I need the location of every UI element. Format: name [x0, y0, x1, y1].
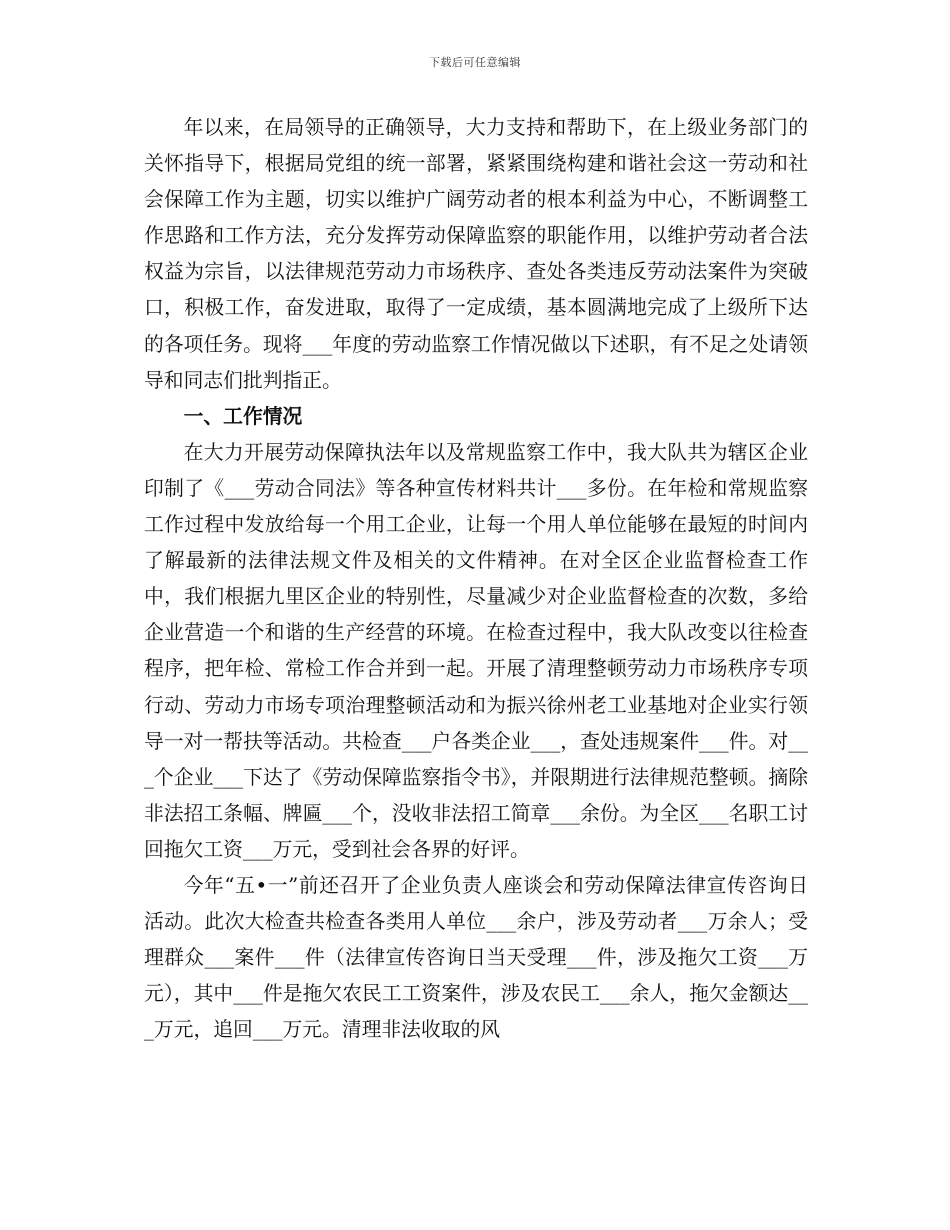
- section-heading-work-status: 一、工作情况: [183, 404, 303, 428]
- paragraph-may-day: 今年“五•一”前还召开了企业负责人座谈会和劳动保障法律宣传咨询日活动。此次大检查共检查各类用人单位___余户，涉及劳动者___万余人；受理群众___案件___件（法律宣传咨询日当天受理___件，涉及拖欠工资___万元），其中___件是拖欠农民工工资案件，涉及农民工___余人，拖欠金额达___万元，追回___万元。清理非法收取的风: [144, 873, 808, 1042]
- page-header: 下载后可任意编辑: [429, 56, 521, 69]
- document-body: [144, 110, 808, 1048]
- paragraph-inspection: 在大力开展劳动保障执法年以及常规监察工作中，我大队共为辖区企业印制了《___劳动合同法》等各种宣传材料共计___多份。在年检和常规监察工作过程中发放给每一个用工企业，让每一个用人单位能够在最短的时间内了解最新的法律法规文件及相关的文件精神。在对全区企业监督检查工作中，我们根据九里区企业的特别性，尽量减少对企业监督检查的次数，多给企业营造一个和谐的生产经营的环境。在检查过程中，我大队改变以往检查程序，把年检、常检工作合并到一起。开展了清理整顿劳动力市场秩序专项行动、劳动力市场专项治理整顿活动和为振兴徐州老工业基地对企业实行领导一对一帮扶等活动。共检查___户各类企业___，查处违规案件___件。对___个企业___下达了《劳动保障监察指令书》，并限期进行法律规范整顿。摘除非法招工条幅、牌匾___个，没收非法招工简章___余份。为全区___名职工讨回拖欠工资___万元，受到社会各界的好评。: [144, 440, 808, 861]
- paragraph-intro: 年以来，在局领导的正确领导，大力支持和帮助下，在上级业务部门的关怀指导下，根据局党组的统一部署，紧紧围绕构建和谐社会这一劳动和社会保障工作为主题，切实以维护广阔劳动者的根本利益为中心，不断调整工作思路和工作方法，充分发挥劳动保障监察的职能作用，以维护劳动者合法权益为宗旨，以法律规范劳动力市场秩序、查处各类违反劳动法案件为突破口，积极工作，奋发进取，取得了一定成绩，基本圆满地完成了上级所下达的各项任务。现将___年度的劳动监察工作情况做以下述职，有不足之处请领导和同志们批判指正。: [144, 116, 808, 392]
